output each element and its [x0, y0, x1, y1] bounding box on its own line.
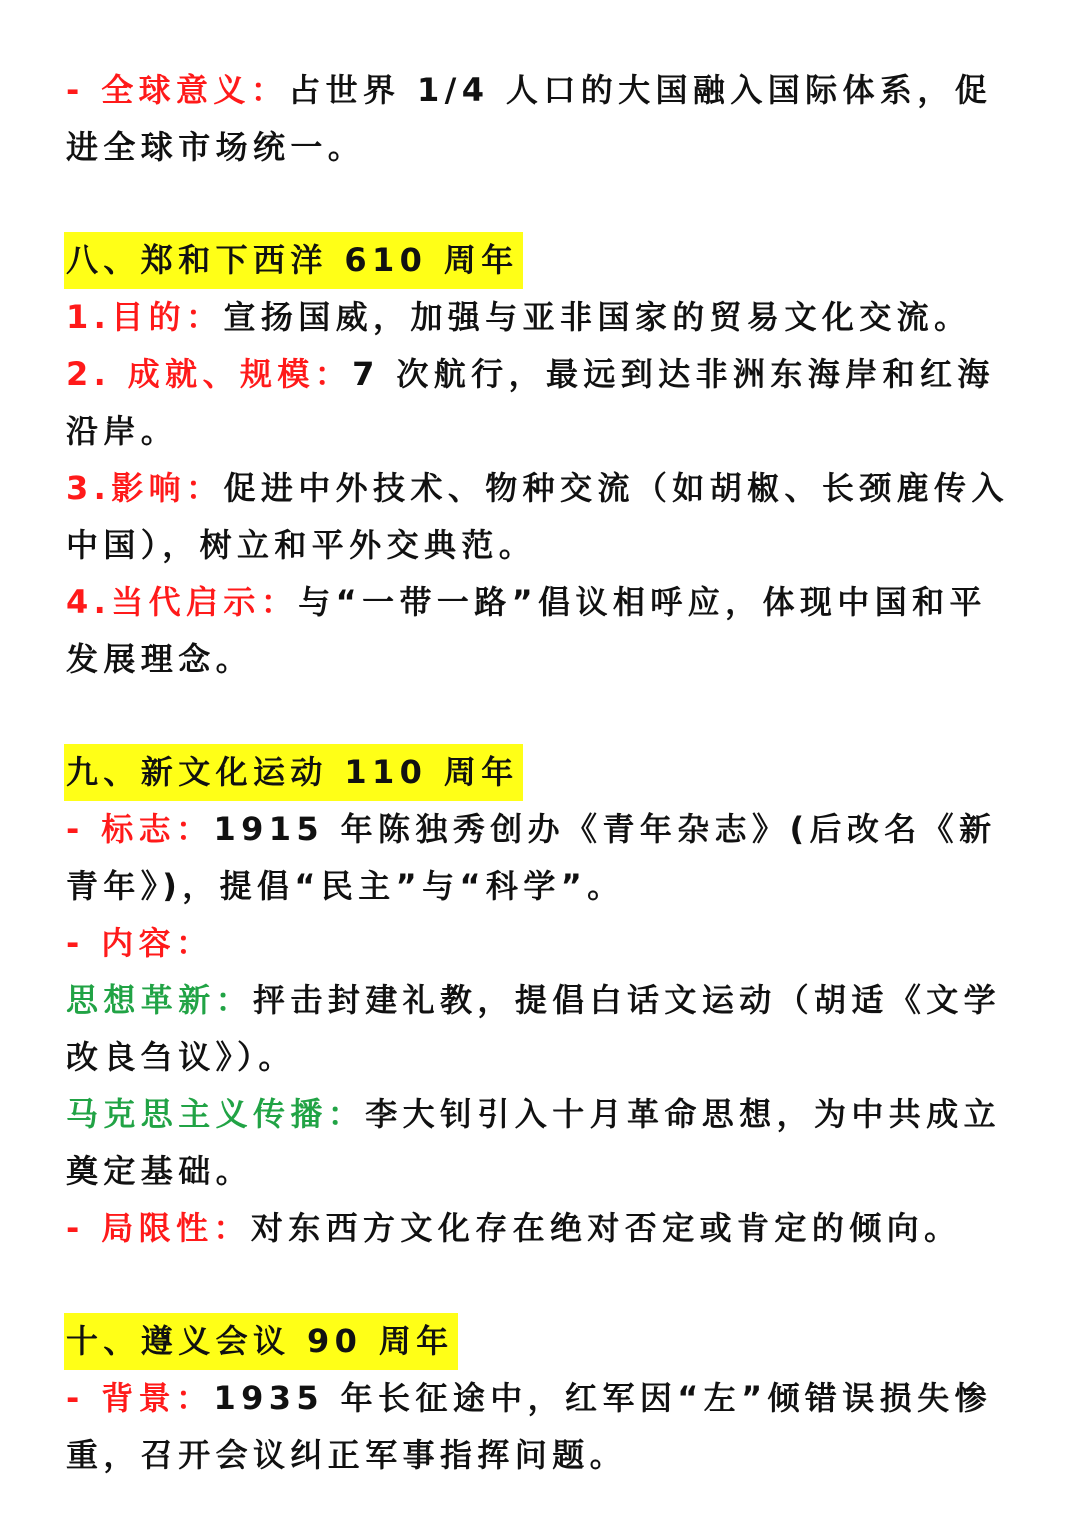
section-zheng-he	[66, 232, 1016, 688]
item-text: 对东西方文化存在绝对否定或肯定的倾向。	[250, 1209, 962, 1247]
item-label: - 内容：	[66, 924, 214, 962]
item-text: 1915 年陈独秀创办《青年杂志》(后改名《新青年》)，提倡“民主”与“科学”。	[66, 810, 997, 905]
item-text: 与“一带一路”倡议相呼应，体现中国和平发展理念。	[66, 583, 987, 678]
item-text: 抨击封建礼教，提倡白话文运动（胡适《文学改良刍议》）。	[66, 981, 1002, 1076]
list-item	[66, 346, 1016, 460]
intro-text: 占世界 1/4 人口的大国融入国际体系，促进全球市场统一。	[66, 71, 993, 166]
item-text: 促进中外技术、物种交流（如胡椒、长颈鹿传入中国），树立和平外交典范。	[66, 469, 1009, 564]
item-label: 思想革新：	[66, 981, 254, 1019]
document-body	[66, 62, 1016, 1484]
item-text: 7 次航行，最远到达非洲东海岸和红海沿岸。	[66, 355, 995, 450]
item-label: - 背景：	[66, 1379, 214, 1417]
item-text: 1935 年长征途中，红军因“左”倾错误损失惨重，召开会议纠正军事指挥问题。	[66, 1379, 992, 1474]
list-item	[66, 460, 1016, 574]
intro-paragraph	[66, 62, 1016, 176]
section-zunyi	[66, 1313, 1016, 1484]
list-item	[66, 801, 1016, 915]
list-item	[66, 915, 1016, 972]
section-heading: 九、新文化运动 110 周年	[64, 744, 523, 801]
list-item	[66, 289, 1016, 346]
item-label: 2. 成就、规模：	[66, 355, 353, 393]
section-new-culture	[66, 744, 1016, 1257]
item-text: 李大钊引入十月革命思想，为中共成立奠定基础。	[66, 1095, 1002, 1190]
section-heading: 十、遵义会议 90 周年	[64, 1313, 458, 1370]
list-item	[66, 1086, 1016, 1200]
item-label: 1.目的：	[66, 298, 224, 336]
intro-label: - 全球意义：	[66, 71, 289, 109]
section-heading: 八、郑和下西洋 610 周年	[64, 232, 523, 289]
item-label: 马克思主义传播：	[66, 1095, 366, 1133]
item-label: 4.当代启示：	[66, 583, 299, 621]
item-label: - 局限性：	[66, 1209, 251, 1247]
item-text: 宣扬国威，加强与亚非国家的贸易文化交流。	[223, 298, 972, 336]
list-item	[66, 972, 1016, 1086]
item-label: 3.影响：	[66, 469, 224, 507]
list-item	[66, 1200, 1016, 1257]
item-label: - 标志：	[66, 810, 214, 848]
list-item	[66, 1370, 1016, 1484]
list-item	[66, 574, 1016, 688]
